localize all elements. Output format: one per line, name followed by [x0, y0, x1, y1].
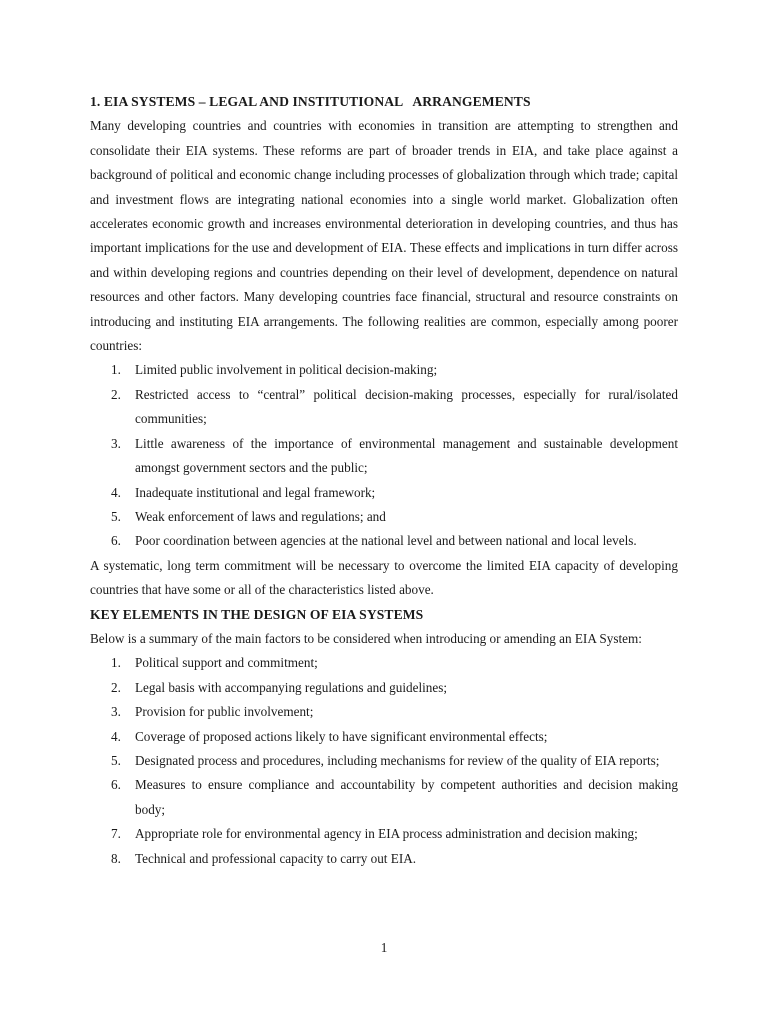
list-item	[90, 749, 678, 773]
list-item-text: Restricted access to “central” political decision-making processes, especially for rural/isolated communities;	[135, 386, 678, 427]
page-number: 1	[380, 940, 388, 955]
list-item	[90, 358, 678, 382]
list-item-text: Coverage of proposed actions likely to have significant environmental effects;	[135, 728, 548, 744]
list-item-text: Technical and professional capacity to carry out EIA.	[135, 850, 417, 866]
list-item-text: Designated process and procedures, including mechanisms for review of the quality of EIA reports;	[135, 752, 660, 768]
list-item-text: Provision for public involvement;	[135, 704, 314, 720]
list-item	[90, 505, 678, 529]
list-item-text: Limited public involvement in political decision-making;	[135, 362, 438, 378]
list-item-text: Political support and commitment;	[135, 655, 318, 671]
list-item	[90, 822, 678, 846]
closing-paragraph: A systematic, long term commitment will be necessary to overcome the limited EIA capacity of developing countries that have some or all of the characteristics listed above.	[90, 557, 678, 598]
list-item	[90, 773, 678, 822]
list-item-text: Poor coordination between agencies at the national level and between national and local levels.	[135, 533, 637, 549]
list-item	[90, 432, 678, 481]
list-item	[90, 676, 678, 700]
section-heading-eia-systems: 1. EIA SYSTEMS – LEGAL AND INSTITUTIONAL ARRANGEMENTS	[90, 94, 531, 109]
list-item-number: 4.	[111, 728, 121, 744]
list-item-text: Measures to ensure compliance and accountability by competent authorities and decision making body;	[135, 777, 678, 817]
list-item	[90, 651, 678, 675]
summary-intro: Below is a summary of the main factors to be considered when introducing or amending an EIA System:	[90, 630, 642, 646]
key-elements-list	[90, 651, 678, 871]
list-item-number: 6.	[111, 533, 121, 549]
list-item-number: 3.	[111, 435, 121, 451]
list-item-number: 6.	[111, 777, 121, 793]
list-item-number: 1.	[111, 362, 121, 378]
realities-list	[90, 358, 678, 553]
list-item	[90, 725, 678, 749]
list-item	[90, 481, 678, 505]
list-item-number: 2.	[111, 386, 121, 402]
list-item-number: 4.	[111, 484, 121, 500]
list-item-text: Inadequate institutional and legal framework;	[135, 484, 376, 500]
list-item-text: Legal basis with accompanying regulations and guidelines;	[135, 679, 448, 695]
list-item	[90, 529, 678, 553]
list-item	[90, 383, 678, 432]
list-item-number: 2.	[111, 679, 121, 695]
intro-paragraph: Many developing countries and countries with economies in transition are attempting to strengthen and consolidate their EIA systems. These reforms are part of broader trends in EIA, and take place against a background of political and economic change including processes of globalization through which trade; capital and investment flows are integrating national economies into a single world market. Globalization often accelerates economic growth and increases environmental deterioration in developing countries, and thus has important implications for the use and development of EIA. These effects and implications in turn differ across and within developing regions and countries depending on their level of development, dependence on natural resources and other factors. Many developing countries face financial, structural and resource constraints on introducing and instituting EIA arrangements. The following realities are common, especially among poorer countries:	[90, 118, 678, 354]
list-item-text: Weak enforcement of laws and regulations; and	[135, 508, 386, 524]
list-item	[90, 700, 678, 724]
list-item-number: 3.	[111, 704, 121, 720]
list-item	[90, 847, 678, 871]
document-page	[90, 90, 678, 871]
list-item-number: 5.	[111, 752, 121, 768]
list-item-number: 5.	[111, 508, 121, 524]
list-item-number: 7.	[111, 826, 121, 842]
list-item-number: 1.	[111, 655, 121, 671]
section-heading-key-elements: KEY ELEMENTS IN THE DESIGN OF EIA SYSTEMS	[90, 606, 424, 622]
list-item-number: 8.	[111, 850, 121, 866]
list-item-text: Little awareness of the importance of environmental management and sustainable development amongst government sectors and the public;	[135, 435, 678, 476]
list-item-text: Appropriate role for environmental agency in EIA process administration and decision making;	[135, 826, 638, 842]
